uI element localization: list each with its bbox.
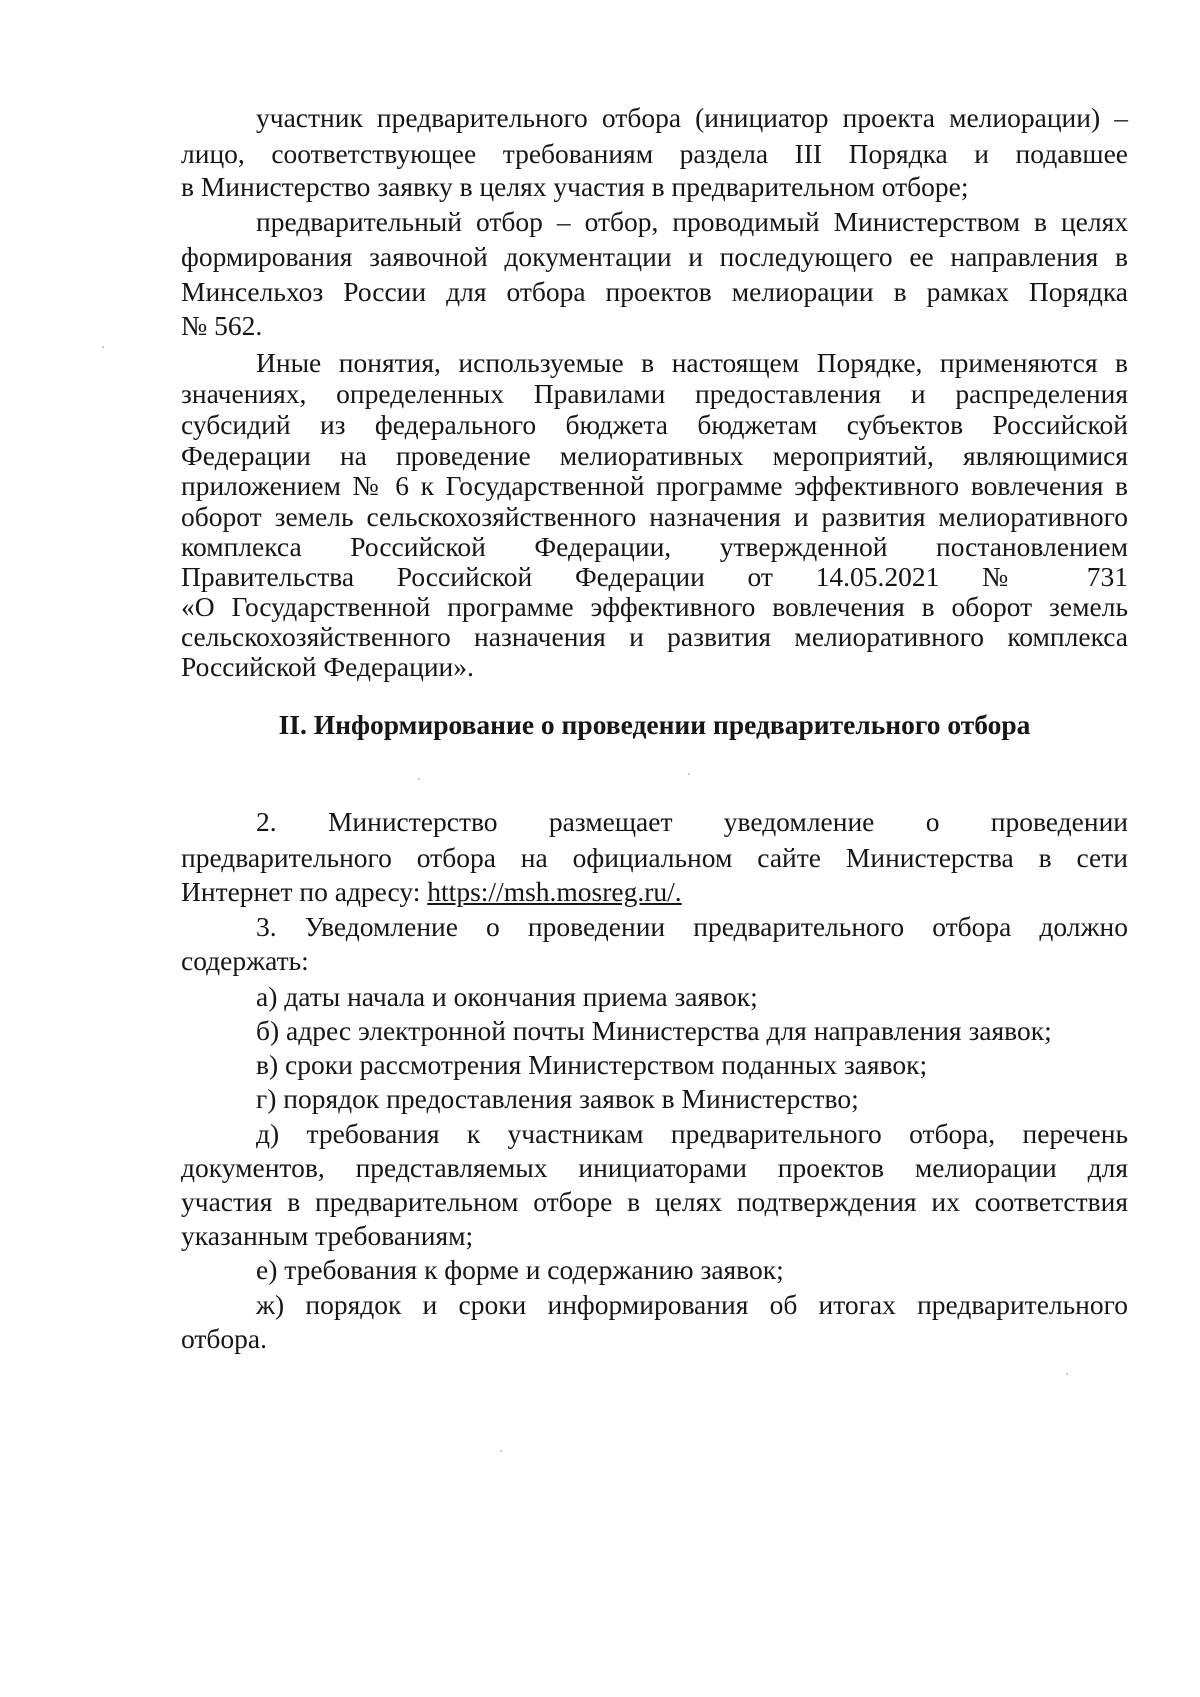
paragraph-2-line-3-prefix: Интернет по адресу: [181, 876, 428, 907]
paragraph-2-number: 2. [256, 806, 277, 837]
list-item-d-line-4: указанным требованиям; [181, 1220, 474, 1251]
paragraph-3-line-2: содержать: [181, 945, 309, 976]
list-item-d-line-3: участия в предварительном отборе в целях подтверждения их соответствия [181, 1186, 1128, 1217]
paragraph-3-line-1-text: Уведомление о проведении предварительного отбора должно [304, 911, 1129, 942]
definition-other-line-10: сельскохозяйственного назначения и развития мелиоративного комплекса [181, 621, 1128, 652]
definition-preselection-line-1: предварительный отбор – отбор, проводимый Министерством в целях [256, 206, 1128, 237]
definition-preselection-line-3: Минсельхоз России для отбора проектов мелиорации в рамках Порядка [181, 276, 1128, 307]
scan-speck [102, 346, 104, 348]
paragraph-3-line-1 [256, 910, 1128, 944]
definition-preselection-line-4: № 562. [181, 310, 263, 341]
definition-participant-line-2: лицо, соответствующее требованиям раздела III Порядка и подавшее [181, 138, 1128, 169]
list-item-zh-line-2: отбора. [181, 1323, 267, 1354]
list-item-zh-line-1: ж) порядок и сроки информирования об итогах предварительного [256, 1289, 1128, 1320]
paragraph-2-line-1 [256, 805, 1128, 839]
scan-speck [418, 778, 420, 780]
list-item-d-line-2: документов, представляемых инициаторами проектов мелиорации для [181, 1152, 1128, 1183]
scan-speck [688, 773, 690, 775]
section-2-heading: II. Информирование о проведении предварительного отбора [278, 709, 1031, 740]
paragraph-3-number: 3. [256, 911, 277, 942]
list-item-g: г) порядок предоставления заявок в Министерство; [256, 1083, 859, 1114]
paragraph-2-line-2: предварительного отбора на официальном сайте Министерства в сети [181, 842, 1128, 873]
definition-other-line-7: комплекса Российской Федерации, утвержденной постановлением [181, 531, 1128, 562]
definition-other-line-8: Правительства Российской Федерации от 14.05.2021 № 731 [181, 561, 1128, 592]
list-item-e: е) требования к форме и содержанию заявок; [256, 1254, 784, 1285]
definition-participant-line-1: участник предварительного отбора (инициатор проекта мелиорации) – [256, 102, 1128, 133]
definition-other-line-5: приложением № 6 к Государственной программе эффективного вовлечения в [181, 470, 1128, 501]
list-item-b: б) адрес электронной почты Министерства для направления заявок; [256, 1015, 1052, 1046]
list-item-v: в) сроки рассмотрения Министерством поданных заявок; [256, 1049, 928, 1080]
list-item-a: а) даты начала и окончания приема заявок; [256, 981, 758, 1012]
definition-participant-line-3: в Министерство заявку в целях участия в предварительном отборе; [181, 171, 969, 202]
list-item-d-line-1: д) требования к участникам предварительного отбора, перечень [256, 1118, 1128, 1149]
paragraph-2-line-3 [181, 875, 1128, 909]
scan-speck [1066, 1373, 1068, 1375]
definition-other-line-4: Федерации на проведение мелиоративных мероприятий, являющимися [181, 440, 1128, 471]
definition-other-line-6: оборот земель сельскохозяйственного назначения и развития мелиоративного [181, 501, 1128, 532]
definition-other-line-3: субсидий из федерального бюджета бюджетам субъектов Российской [181, 409, 1128, 440]
definition-other-line-9: «О Государственной программе эффективного вовлечения в оборот земель [181, 591, 1128, 622]
ministry-website-link[interactable]: https://msh.mosreg.ru/. [427, 876, 682, 907]
paragraph-2-line-1-text: Министерство размещает уведомление о проведении [327, 806, 1128, 837]
scan-speck [500, 1450, 502, 1452]
definition-other-line-1: Иные понятия, используемые в настоящем Порядке, применяются в [256, 347, 1128, 378]
definition-other-line-11: Российской Федерации». [181, 651, 474, 682]
definition-preselection-line-2: формирования заявочной документации и последующего ее направления в [181, 241, 1128, 272]
definition-other-line-2: значениях, определенных Правилами предоставления и распределения [181, 378, 1128, 409]
